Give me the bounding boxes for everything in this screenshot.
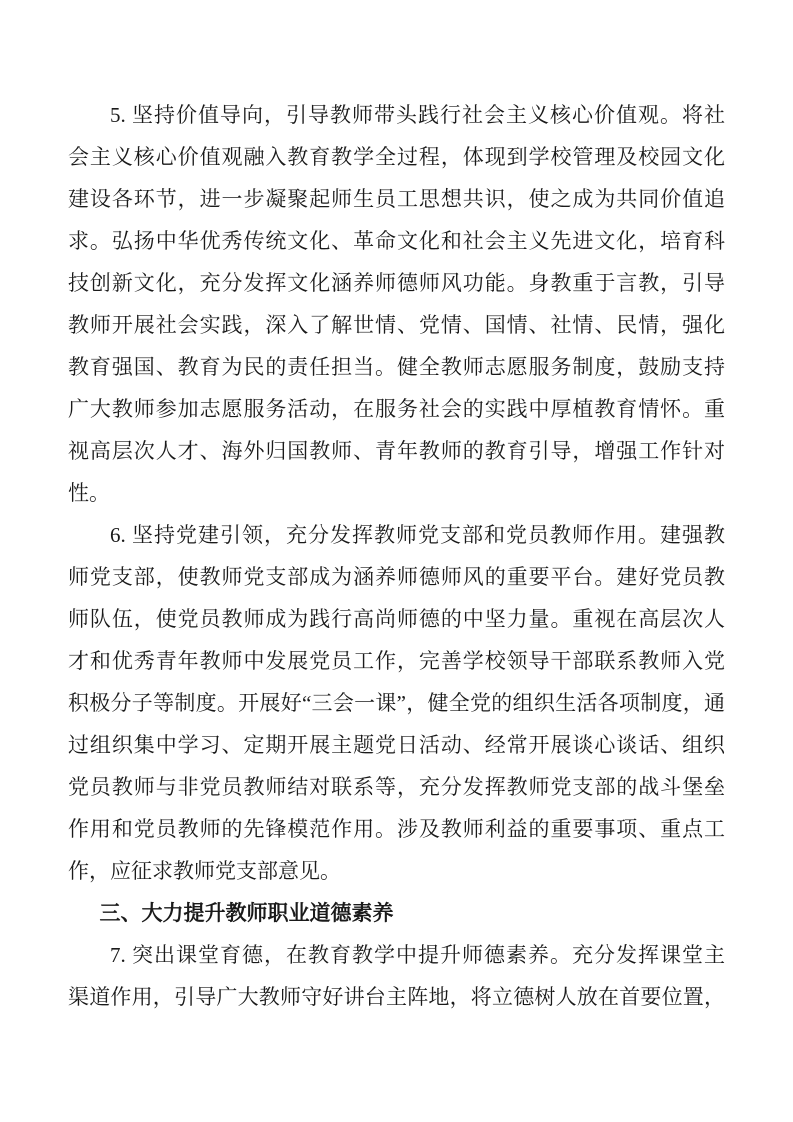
paragraph-item-5 (68, 94, 725, 514)
text-line: 渠道作用，引导广大教师守好讲台主阵地，将立德树人放在首要位置， (68, 985, 725, 1009)
text-line: 求。弘扬中华优秀传统文化、革命文化和社会主义先进文化，培育科 (68, 229, 725, 253)
text-line: 积极分子等制度。开展好“三会一课”，健全党的组织生活各项制度，通 (68, 691, 725, 715)
text-line: 师队伍，使党员教师成为践行高尚师德的中坚力量。重视在高层次人 (68, 607, 725, 631)
paragraph-item-6 (68, 514, 725, 892)
paragraph-item-7 (68, 934, 725, 1018)
text-line: 性。 (68, 481, 110, 505)
text-line: 技创新文化，充分发挥文化涵养师德师风功能。身教重于言教，引导 (68, 271, 725, 295)
text-line: 作用和党员教师的先锋模范作用。涉及教师利益的重要事项、重点工 (68, 817, 725, 841)
text-line: 教育强国、教育为民的责任担当。健全教师志愿服务制度，鼓励支持 (68, 355, 725, 379)
text-line: 教师开展社会实践，深入了解世情、党情、国情、社情、民情，强化 (68, 313, 725, 337)
text-line: 6. 坚持党建引领，充分发挥教师党支部和党员教师作用。建强教 (110, 523, 725, 547)
text-line: 广大教师参加志愿服务活动，在服务社会的实践中厚植教育情怀。重 (68, 397, 725, 421)
text-line: 师党支部，使教师党支部成为涵养师德师风的重要平台。建好党员教 (68, 565, 725, 589)
section-heading-3 (68, 892, 725, 934)
text-line: 过组织集中学习、定期开展主题党日活动、经常开展谈心谈话、组织 (68, 733, 725, 757)
text-line: 7. 突出课堂育德，在教育教学中提升师德素养。充分发挥课堂主 (110, 943, 725, 967)
text-line: 党员教师与非党员教师结对联系等，充分发挥教师党支部的战斗堡垒 (68, 775, 725, 799)
text-line: 作，应征求教师党支部意见。 (68, 859, 341, 883)
text-line: 视高层次人才、海外归国教师、青年教师的教育引导，增强工作针对 (68, 439, 725, 463)
text-line: 5. 坚持价值导向，引导教师带头践行社会主义核心价值观。将社 (110, 103, 725, 127)
text-line: 会主义核心价值观融入教育教学全过程，体现到学校管理及校园文化 (68, 145, 725, 169)
section-heading: 三、大力提升教师职业道德素养 (99, 901, 394, 925)
text-line: 建设各环节，进一步凝聚起师生员工思想共识，使之成为共同价值追 (68, 187, 725, 211)
document-content (68, 94, 725, 1018)
text-line: 才和优秀青年教师中发展党员工作，完善学校领导干部联系教师入党 (68, 649, 725, 673)
